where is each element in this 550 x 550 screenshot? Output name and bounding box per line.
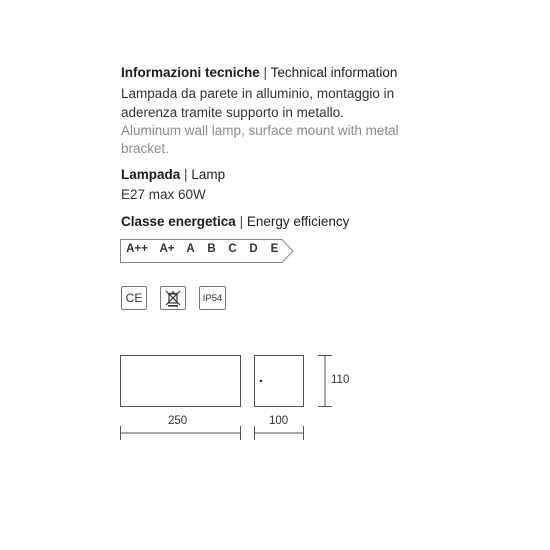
energy-heading-it: Classe energetica bbox=[121, 214, 236, 229]
energy-class-app: A++ bbox=[126, 243, 148, 255]
description-it-line-1: Lampada da parete in alluminio, montaggio in bbox=[121, 86, 395, 101]
lamp-spec: E27 max 60W bbox=[121, 187, 206, 202]
description-en-line-1: Aluminum wall lamp, surface mount with metal bbox=[121, 123, 399, 138]
depth-dimension-line bbox=[255, 426, 304, 440]
energy-heading-en: Energy efficiency bbox=[246, 214, 350, 229]
tech-info-heading-it: Informazioni tecniche bbox=[121, 65, 260, 80]
side-view-dot bbox=[260, 380, 263, 383]
tech-info-heading-en: Technical information bbox=[270, 65, 398, 80]
ip-rating: IP54 bbox=[202, 292, 223, 304]
description-it-line-2: aderenza tramite supporto in metallo. bbox=[121, 105, 344, 120]
energy-class-c: C bbox=[228, 243, 237, 255]
energy-class-e: E bbox=[270, 243, 279, 255]
height-dimension-line bbox=[318, 356, 332, 407]
ce-icon: CE bbox=[125, 291, 143, 305]
heading-separator: | bbox=[239, 214, 244, 229]
front-view-outline bbox=[121, 356, 241, 407]
energy-class-b: B bbox=[207, 243, 216, 255]
energy-class-d: D bbox=[249, 243, 258, 255]
width-label: 250 bbox=[168, 415, 188, 427]
depth-label: 100 bbox=[269, 415, 289, 427]
description-en-line-2: bracket. bbox=[121, 141, 170, 156]
energy-class-a: A bbox=[186, 243, 195, 255]
lamp-heading-it: Lampada bbox=[121, 167, 181, 182]
heading-separator: | bbox=[263, 65, 268, 80]
lamp-heading-en: Lamp bbox=[191, 167, 226, 182]
energy-class-ap: A+ bbox=[159, 243, 175, 255]
heading-separator: | bbox=[184, 167, 188, 182]
width-dimension-line bbox=[121, 426, 241, 440]
height-label: 110 bbox=[331, 374, 350, 386]
